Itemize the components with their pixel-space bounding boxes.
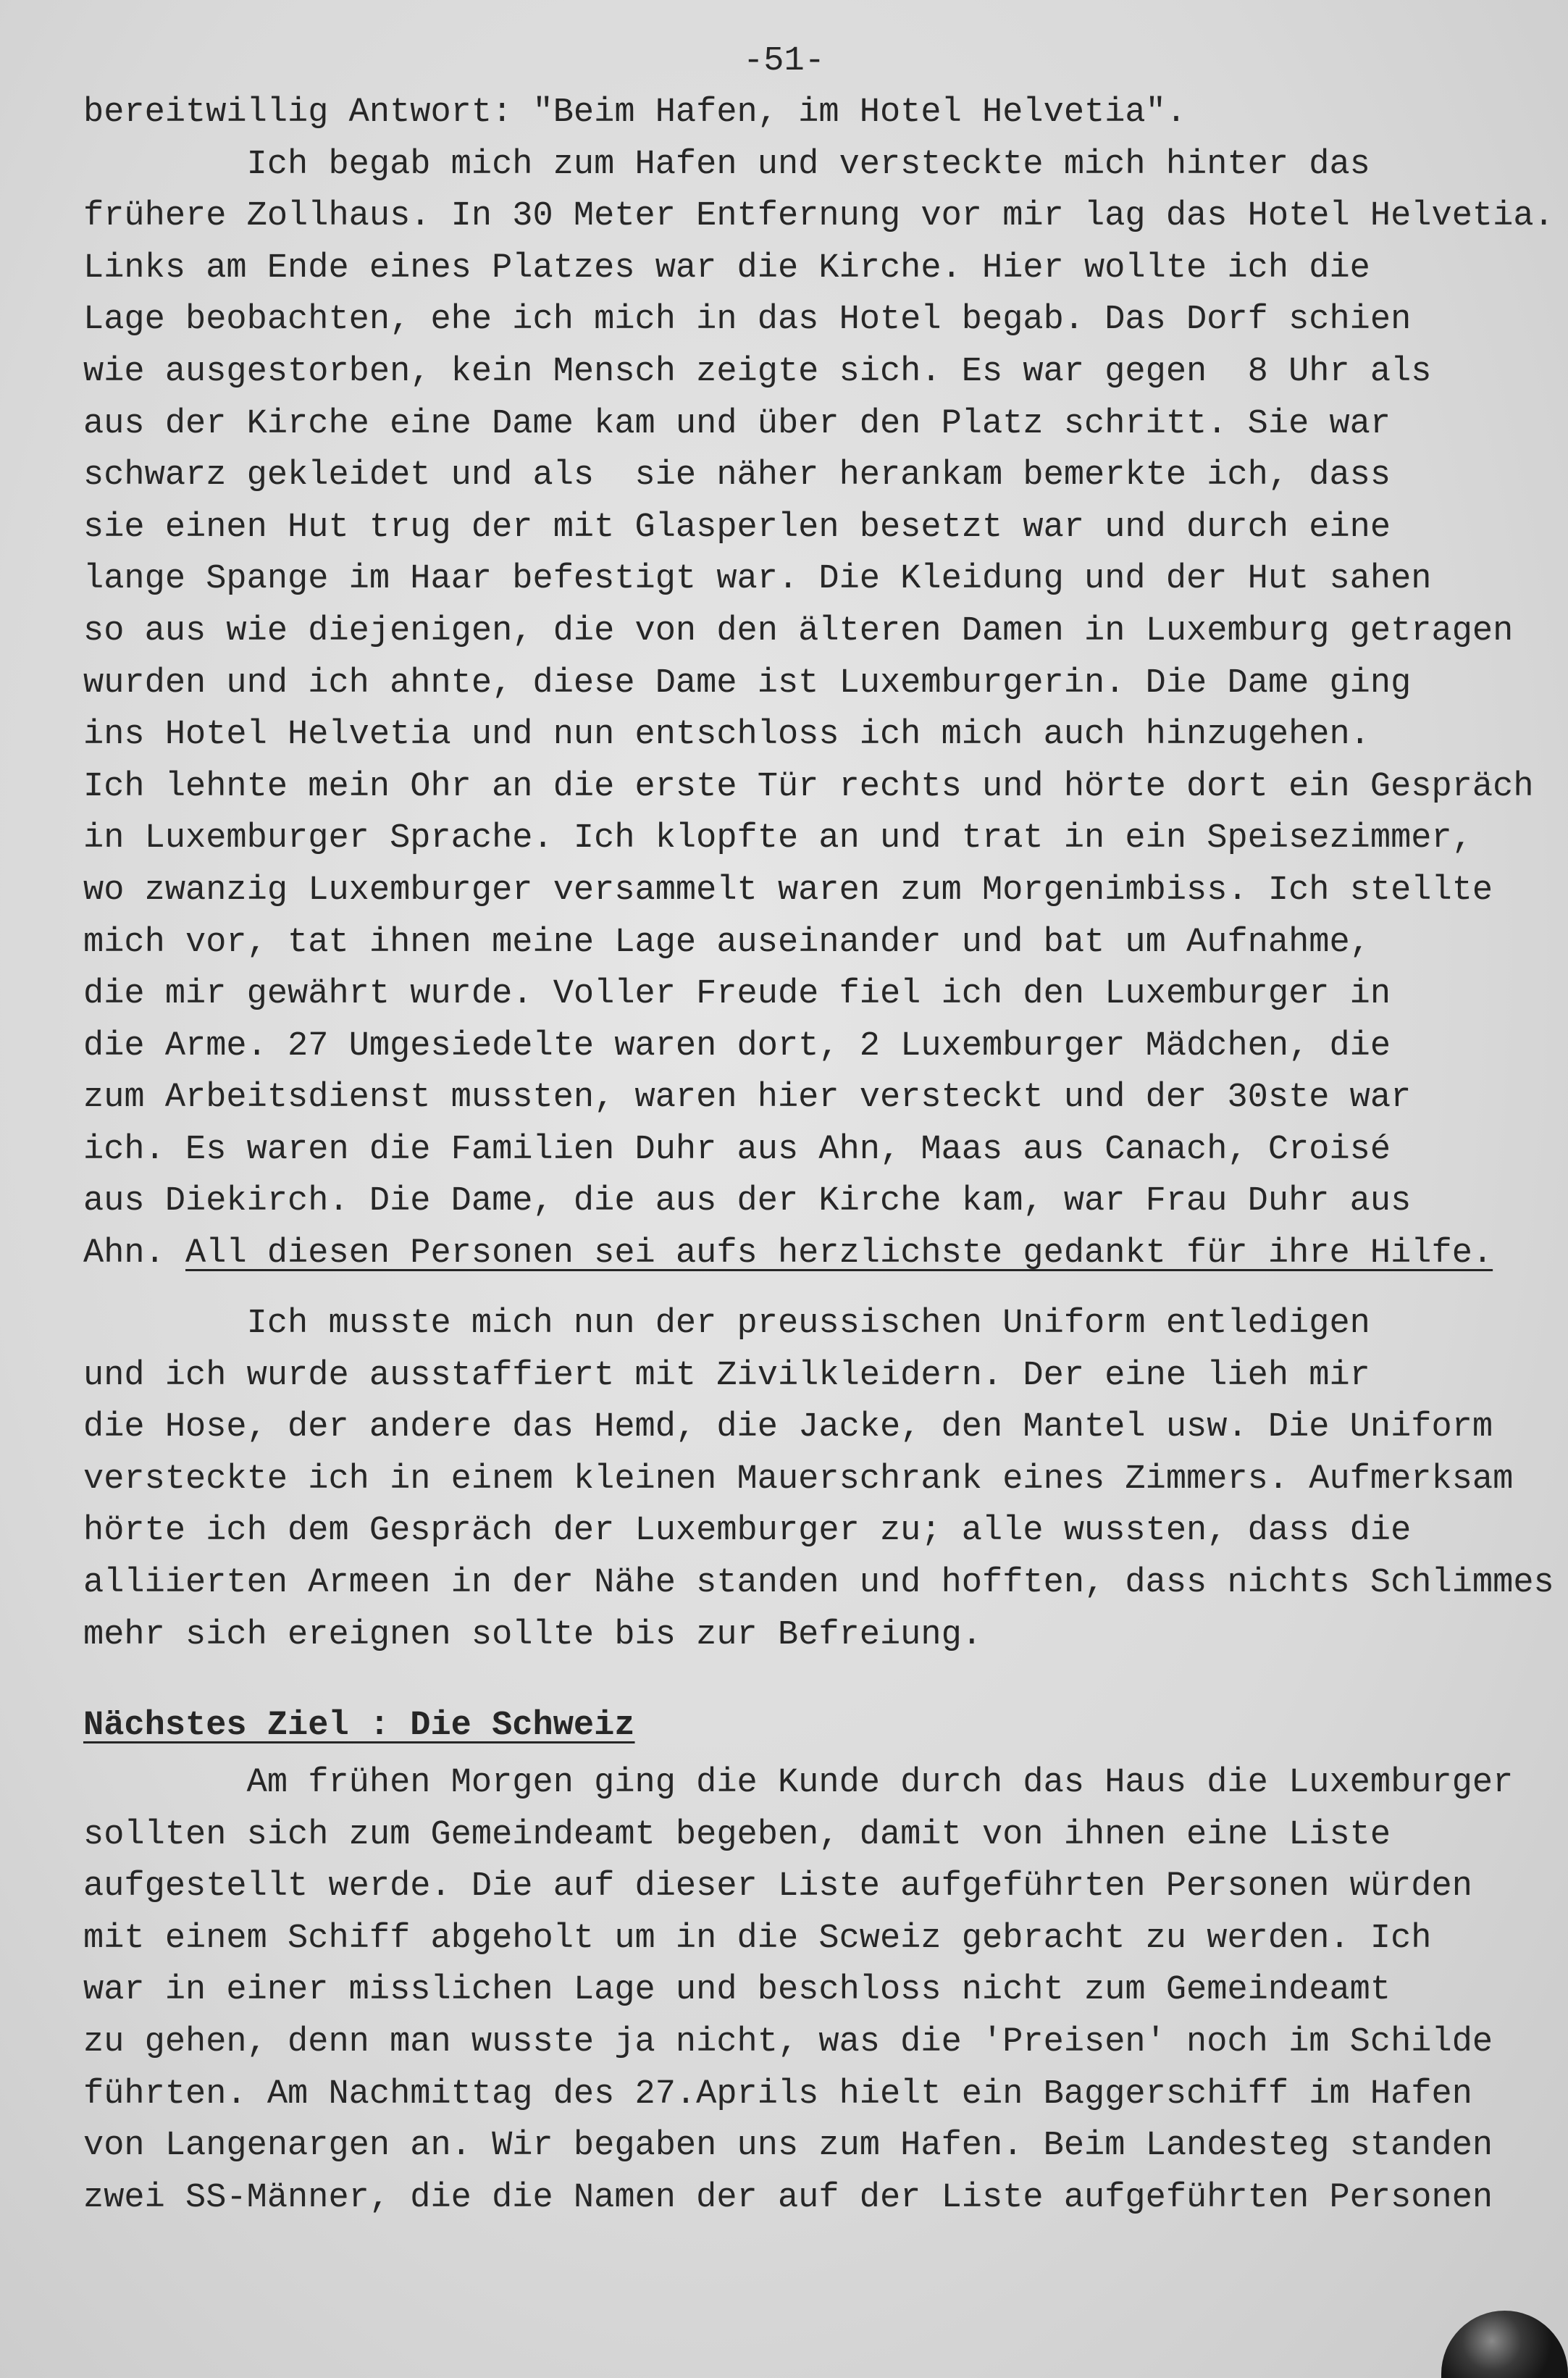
text-line: hörte ich dem Gespräch der Luxemburger zu; alle wussten, dass die	[83, 1512, 1412, 1551]
text-line: die Hose, der andere das Hemd, die Jacke, den Mantel usw. Die Uniform	[83, 1408, 1493, 1447]
text-line: Lage beobachten, ehe ich mich in das Hotel begab. Das Dorf schien	[83, 301, 1412, 340]
text-line: schwarz gekleidet und als sie näher herankam bemerkte ich, dass	[83, 456, 1391, 495]
text-line: mit einem Schiff abgeholt um in die Scweiz gebracht zu werden. Ich	[83, 1919, 1432, 1958]
text-line: und ich wurde ausstaffiert mit Zivilkleidern. Der eine lieh mir	[83, 1356, 1370, 1395]
text-line: alliierten Armeen in der Nähe standen und hofften, dass nichts Schlimmes	[83, 1563, 1554, 1602]
text-line: mehr sich ereignen sollte bis zur Befreiung.	[83, 1615, 983, 1654]
paragraph-next-goal	[83, 1757, 1513, 2224]
text-line: zu gehen, denn man wusste ja nicht, was die 'Preisen' noch im Schilde	[83, 2022, 1493, 2061]
paragraph-civilian-clothes	[83, 1298, 1554, 1661]
text-line: Links am Ende eines Platzes war die Kirche. Hier wollte ich die	[83, 248, 1370, 288]
text-line: war in einer misslichen Lage und beschloss nicht zum Gemeindeamt	[83, 1971, 1391, 2010]
text-line: zwei SS-Männer, die die Namen der auf der Liste aufgeführten Personen	[83, 2178, 1493, 2217]
text-line: wurden und ich ahnte, diese Dame ist Luxemburgerin. Die Dame ging	[83, 663, 1412, 703]
page-number: -51-	[743, 42, 825, 80]
text-line: versteckte ich in einem kleinen Mauerschrank eines Zimmers. Aufmerksam	[83, 1460, 1514, 1499]
text-line: von Langenargen an. Wir begaben uns zum Hafen. Beim Landesteg standen	[83, 2127, 1493, 2166]
text-line: die mir gewährt wurde. Voller Freude fiel ich den Luxemburger in	[83, 975, 1391, 1014]
text-line: aus der Kirche eine Dame kam und über den Platz schritt. Sie war	[83, 404, 1391, 443]
text-line: führten. Am Nachmittag des 27.Aprils hielt ein Baggerschiff im Hafen	[83, 2075, 1472, 2114]
text-line: mich vor, tat ihnen meine Lage auseinander und bat um Aufnahme,	[83, 923, 1370, 962]
text-line: Ich lehnte mein Ohr an die erste Tür rechts und hörte dort ein Gespräch	[83, 767, 1534, 806]
text-line-final	[83, 1228, 1554, 1280]
dark-corner-object	[1441, 2311, 1568, 2378]
underlined-thanks: All diesen Personen sei aufs herzlichste gedankt für ihre Hilfe.	[185, 1234, 1493, 1273]
text-line: wie ausgestorben, kein Mensch zeigte sich. Es war gegen 8 Uhr als	[83, 352, 1432, 391]
text-line: in Luxemburger Sprache. Ich klopfte an und trat in ein Speisezimmer,	[83, 819, 1472, 858]
text-line: ich. Es waren die Familien Duhr aus Ahn, Maas aus Canach, Croisé	[83, 1130, 1391, 1169]
text-line: sie einen Hut trug der mit Glasperlen besetzt war und durch eine	[83, 508, 1391, 547]
text-line: Ich begab mich zum Hafen und versteckte mich hinter das	[83, 145, 1370, 184]
text-line: sollten sich zum Gemeindeamt begeben, damit von ihnen eine Liste	[83, 1815, 1391, 1854]
text-line: ins Hotel Helvetia und nun entschloss ich mich auch hinzugehen.	[83, 716, 1370, 755]
text-line: Am frühen Morgen ging die Kunde durch das Haus die Luxemburger	[83, 1764, 1514, 1802]
paragraph-arrival-hotel	[83, 87, 1554, 1280]
text-line: Ich musste mich nun der preussischen Uniform entledigen	[83, 1305, 1370, 1343]
text-line: bereitwillig Antwort: "Beim Hafen, im Hotel Helvetia".	[83, 93, 1187, 132]
text-line: so aus wie diejenigen, die von den älteren Damen in Luxemburg getragen	[83, 611, 1514, 650]
text-line: wo zwanzig Luxemburger versammelt waren zum Morgenimbiss. Ich stellte	[83, 871, 1493, 910]
text-line: aus Diekirch. Die Dame, die aus der Kirche kam, war Frau Duhr aus	[83, 1182, 1412, 1221]
text-line: lange Spange im Haar befestigt war. Die Kleidung und der Hut sahen	[83, 560, 1432, 599]
text-line: zum Arbeitsdienst mussten, waren hier versteckt und der 30ste war	[83, 1079, 1412, 1118]
text-line: die Arme. 27 Umgesiedelte waren dort, 2 Luxemburger Mädchen, die	[83, 1026, 1391, 1066]
text-line: frühere Zollhaus. In 30 Meter Entfernung vor mir lag das Hotel Helvetia.	[83, 197, 1554, 236]
text-line: aufgestellt werde. Die auf dieser Liste aufgeführten Personen würden	[83, 1867, 1472, 1906]
section-heading: Nächstes Ziel : Die Schweiz	[83, 1707, 635, 1745]
text-plain: Ahn.	[83, 1234, 186, 1273]
